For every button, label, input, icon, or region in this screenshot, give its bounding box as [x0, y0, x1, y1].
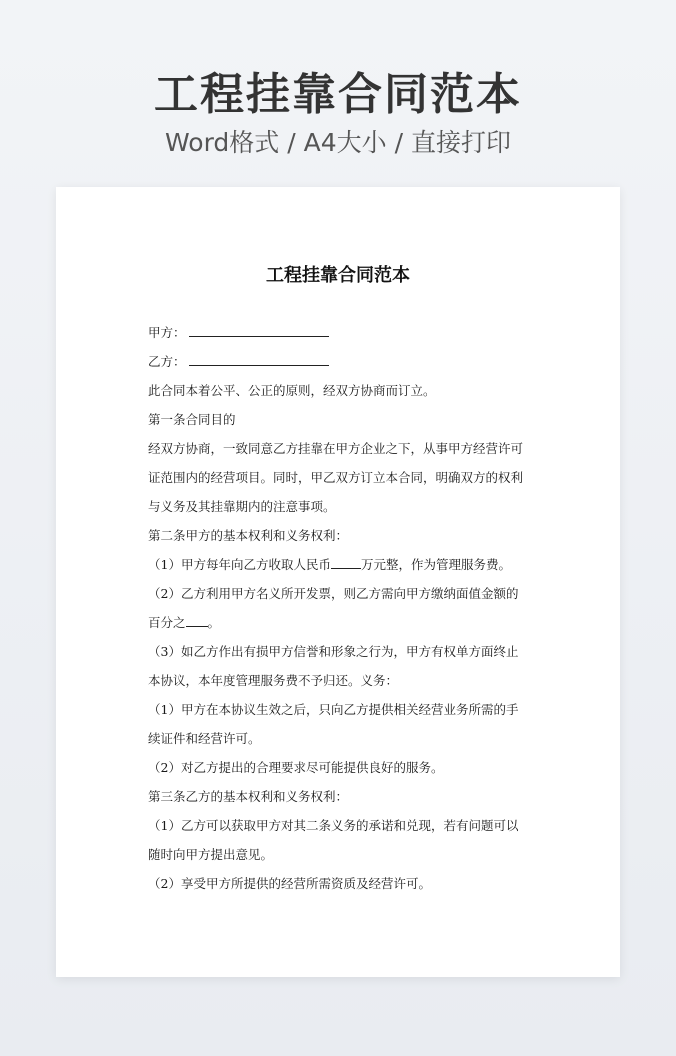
- paragraph-line: 与义务及其挂靠期内的注意事项。: [148, 499, 336, 514]
- paragraph-line: 随时向甲方提出意见。: [148, 847, 274, 862]
- paragraph-line: 续证件和经营许可。: [148, 731, 261, 746]
- percent-blank: [186, 611, 208, 627]
- percent-clause-line: [148, 608, 532, 637]
- party-a-line: [148, 318, 532, 347]
- party-b-line: [148, 347, 532, 376]
- paragraph-line: 证范围内的经营项目。同时，甲乙双方订立本合同，明确双方的权利: [148, 470, 524, 485]
- party-b-blank: [189, 350, 329, 366]
- document-title: 工程挂靠合同范本: [266, 265, 410, 286]
- paragraph-line: 此合同本着公平、公正的原则，经双方协商而订立。: [148, 383, 436, 398]
- fee-amount-blank: [331, 553, 361, 569]
- paragraph-line: （2）乙方利用甲方名义所开发票，则乙方需向甲方缴纳面值金额的: [148, 586, 519, 601]
- party-b-label: 乙方：: [148, 354, 186, 369]
- page-header: [0, 66, 676, 160]
- party-a-blank: [189, 321, 329, 337]
- paragraph-line: （1）乙方可以获取甲方对其二条义务的承诺和兑现，若有问题可以: [148, 818, 519, 833]
- fee-clause-text: （1）甲方每年向乙方收取人民币: [148, 557, 331, 572]
- percent-clause-end: 。: [207, 615, 221, 630]
- party-a-label: 甲方：: [148, 325, 186, 340]
- paragraph-line: 本协议，本年度管理服务费不予归还。义务：: [148, 673, 399, 688]
- paragraph-line: 经双方协商，一致同意乙方挂靠在甲方企业之下，从事甲方经营许可: [148, 441, 524, 456]
- article-3-heading: 第三条乙方的基本权利和义务权利：: [148, 789, 349, 804]
- paragraph-line: （2）享受甲方所提供的经营所需资质及经营许可。: [148, 876, 431, 891]
- subtitle: Word格式 / A4大小 / 直接打印: [165, 128, 511, 157]
- fee-clause-line: [148, 550, 532, 579]
- percent-clause-text: 百分之: [148, 615, 186, 630]
- article-1-heading: 第一条合同目的: [148, 412, 236, 427]
- main-title: 工程挂靠合同范本: [154, 69, 522, 120]
- article-2-heading: 第二条甲方的基本权利和义务权利：: [148, 528, 349, 543]
- paragraph-line: （2）对乙方提出的合理要求尽可能提供良好的服务。: [148, 760, 444, 775]
- paragraph-line: （3）如乙方作出有损甲方信誉和形象之行为，甲方有权单方面终止: [148, 644, 519, 659]
- document-body: [148, 318, 532, 898]
- fee-clause-text-end: 万元整，作为管理服务费。: [360, 557, 511, 572]
- paragraph-line: （1）甲方在本协议生效之后，只向乙方提供相关经营业务所需的手: [148, 702, 519, 717]
- document-page: [56, 187, 620, 977]
